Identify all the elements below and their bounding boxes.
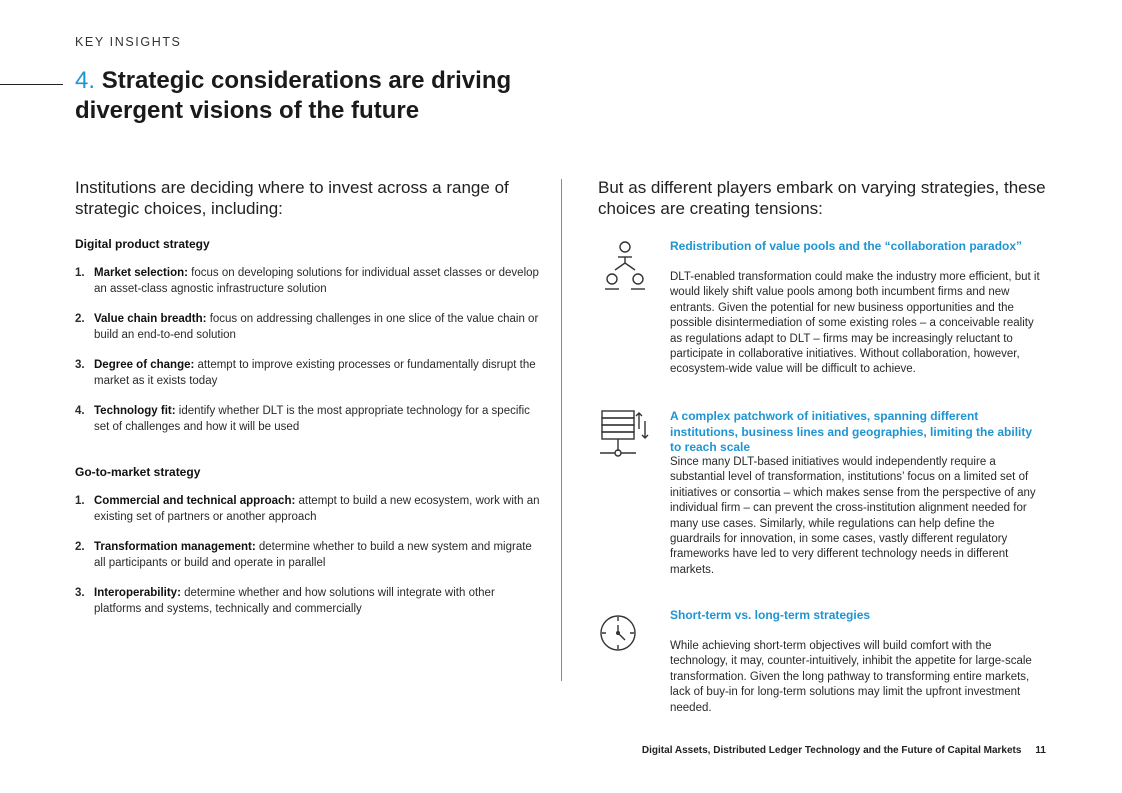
kicker: KEY INSIGHTS <box>75 35 182 49</box>
left-column <box>75 177 545 617</box>
page-number: 11 <box>1035 745 1046 756</box>
left-intro: Institutions are deciding where to invest across a range of strategic choices, including: <box>75 178 509 218</box>
tension-body: DLT-enabled transformation could make the industry more efficient, but it would likely shift value pools among both incumbent firms and new entrants. Given the potential for new business opportunities and the possible disintermediation of some existing roles – a conceivable reality as regulations adapt to DLT – firms may be increasingly reluctant to participate in collaborative initiatives. Without collaboration, however, ecosystem-wide value will be difficult to achieve. <box>670 271 1040 376</box>
item-number: 2. <box>75 541 85 553</box>
list-item <box>75 358 545 389</box>
tension-heading: A complex patchwork of initiatives, spanning different institutions, business lines and geographies, limiting the ability to reach scale <box>670 409 1033 454</box>
column-divider <box>561 179 562 681</box>
item-label: Interoperability: <box>94 587 181 599</box>
item-label: Market selection: <box>94 267 188 279</box>
item-label: Degree of change: <box>94 359 195 371</box>
item-text: focus on developing solutions for individual asset classes or develop an asset-class agnostic infrastructure solution <box>94 267 539 295</box>
item-text: attempt to build a new ecosystem, work with an existing set of partners or another approach <box>94 495 540 523</box>
item-label: Value chain breadth: <box>94 313 207 325</box>
item-text: determine whether to build a new system and migrate all participants or build and operate in parallel <box>94 541 532 569</box>
clock-icon <box>598 608 652 668</box>
tension-heading: Short-term vs. long-term strategies <box>670 608 871 622</box>
tension-body: While achieving short-term objectives will build comfort with the technology, it may, counter-intuitively, inhibit the appetite for large-scale transformation. Given the long pathway to transforming entire markets, lack of buy-in for long-term solutions may limit the upfront investment needed. <box>670 640 1032 714</box>
item-number: 1. <box>75 267 85 279</box>
title-number: 4. <box>75 67 96 94</box>
section-heading: Digital product strategy <box>75 237 210 251</box>
section-heading: Go-to-market strategy <box>75 465 201 479</box>
list-item <box>75 586 545 617</box>
title-rule <box>0 84 63 85</box>
list-item <box>75 540 545 571</box>
item-number: 4. <box>75 405 85 417</box>
item-number: 3. <box>75 359 85 371</box>
tension-body: Since many DLT-based initiatives would independently require a substantial level of transformation, institutions’ focus on a limited set of initiatives or consortia – which makes sense from the perspective of any individual firm – can prevent the cross-institution alignment needed for many use cases. Similarly, while regulations can help define the guardrails for innovation, in some cases, vastly different regulatory frameworks have led to very different technology needs in different markets. <box>670 456 1036 576</box>
page-title <box>75 66 595 126</box>
item-number: 1. <box>75 495 85 507</box>
digital-product-list <box>75 266 545 435</box>
item-text: focus on addressing challenges in one slice of the value chain or build an end-to-end solution <box>94 313 539 341</box>
people-network-icon <box>598 241 652 301</box>
item-number: 3. <box>75 587 85 599</box>
item-label: Technology fit: <box>94 405 176 417</box>
list-item <box>75 404 545 435</box>
title-text: Strategic considerations are driving divergent visions of the future <box>75 67 512 124</box>
list-item <box>75 494 545 525</box>
right-column <box>598 177 1048 714</box>
database-sync-icon <box>598 409 652 469</box>
page-footer <box>642 745 1046 756</box>
item-label: Commercial and technical approach: <box>94 495 296 507</box>
item-text: identify whether DLT is the most appropriate technology for a specific set of challenges and how it will be used <box>94 405 530 433</box>
footer-doc-title: Digital Assets, Distributed Ledger Technology and the Future of Capital Markets <box>641 745 1022 756</box>
right-intro: But as different players embark on varying strategies, these choices are creating tensions: <box>598 178 1046 218</box>
tension-heading: Redistribution of value pools and the “collaboration paradox” <box>670 239 1023 253</box>
go-to-market-list <box>75 494 545 617</box>
list-item <box>75 312 545 343</box>
item-text: determine whether and how solutions will integrate with other platforms and systems, technically and commercially <box>94 587 495 615</box>
item-label: Transformation management: <box>94 541 256 553</box>
item-number: 2. <box>75 313 85 325</box>
item-text: attempt to improve existing processes or fundamentally disrupt the market as it exists today <box>94 359 536 387</box>
list-item <box>75 266 545 297</box>
